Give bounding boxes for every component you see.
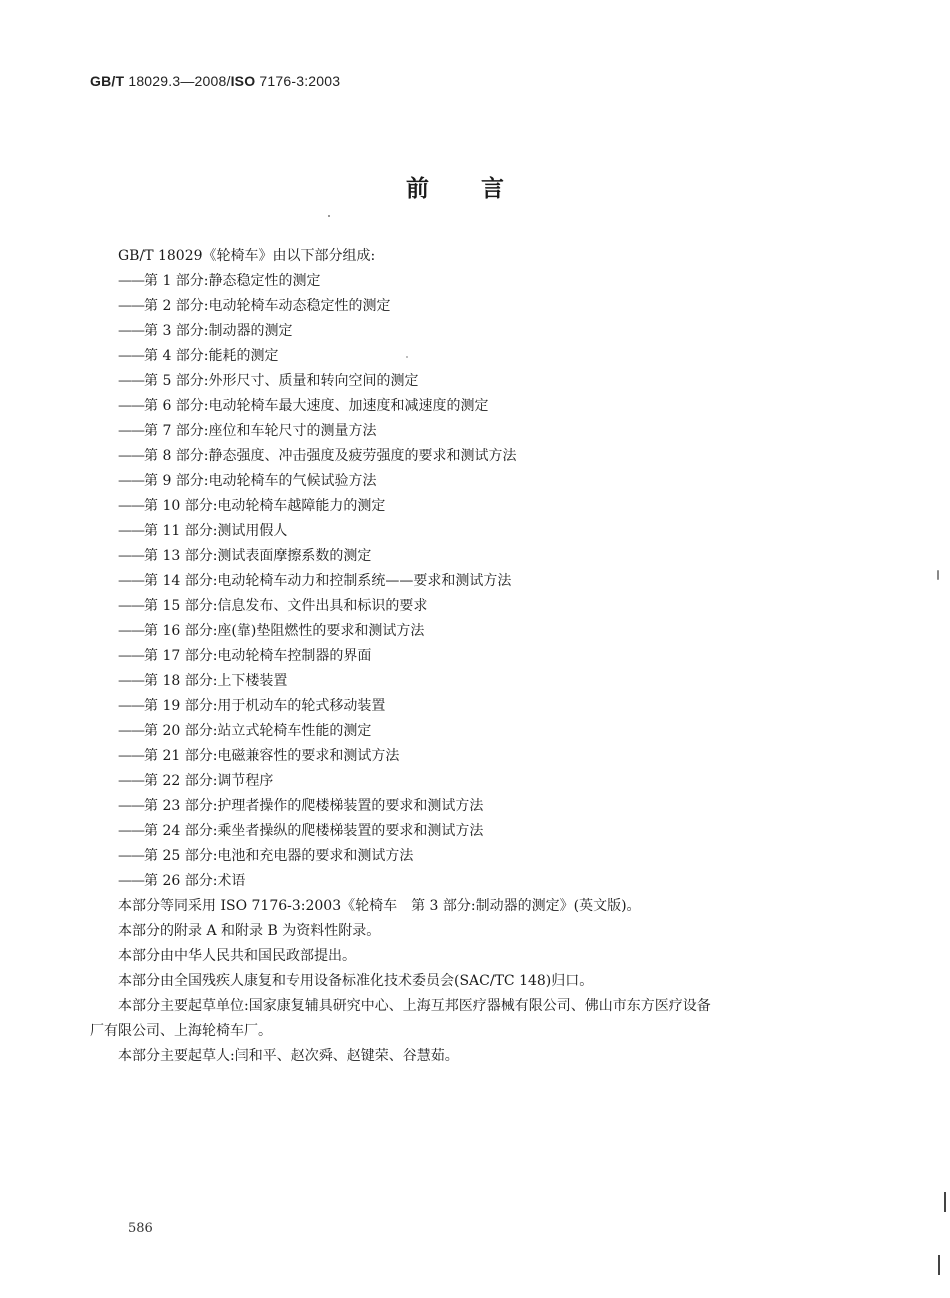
part-dash: —— [118, 273, 144, 289]
header-iso-prefix: ISO [230, 73, 256, 89]
part-item [90, 569, 835, 594]
part-dash: —— [118, 673, 144, 689]
part-item [90, 444, 835, 469]
part-label: 第 4 部分:能耗的测定 [144, 348, 279, 364]
part-dash: —— [118, 848, 144, 864]
scan-speck [328, 215, 330, 217]
part-label: 第 22 部分:调节程序 [144, 773, 274, 789]
part-label: 第 17 部分:电动轮椅车控制器的界面 [144, 648, 372, 664]
part-dash: —— [118, 498, 144, 514]
part-item [90, 619, 835, 644]
part-label: 第 2 部分:电动轮椅车动态稳定性的测定 [144, 298, 391, 314]
part-dash: —— [118, 573, 144, 589]
drafting-units-line-2: 厂有限公司、上海轮椅车厂。 [90, 1023, 272, 1039]
part-item [90, 819, 835, 844]
part-dash: —— [118, 448, 144, 464]
part-dash: —— [118, 648, 144, 664]
part-dash: —— [118, 798, 144, 814]
part-item [90, 594, 835, 619]
part-item [90, 869, 835, 894]
header-iso-number: 7176-3:2003 [255, 73, 341, 89]
intro-line: GB/T 18029《轮椅车》由以下部分组成: [118, 248, 376, 264]
part-dash: —— [118, 748, 144, 764]
foreword-body [90, 244, 835, 1069]
header-std-number: 18029.3—2008/ [124, 73, 231, 89]
part-item [90, 794, 835, 819]
part-item [90, 519, 835, 544]
standard-header [90, 73, 340, 89]
scan-speck [937, 570, 939, 580]
part-label: 第 1 部分:静态稳定性的测定 [144, 273, 321, 289]
part-label: 第 16 部分:座(靠)垫阻燃性的要求和测试方法 [144, 623, 425, 639]
centralized-paragraph: 本部分由全国残疾人康复和专用设备标准化技术委员会(SAC/TC 148)归口。 [118, 973, 594, 989]
part-item [90, 769, 835, 794]
part-item [90, 494, 835, 519]
part-label: 第 14 部分:电动轮椅车动力和控制系统——要求和测试方法 [144, 573, 512, 589]
part-label: 第 9 部分:电动轮椅车的气候试验方法 [144, 473, 377, 489]
part-label: 第 18 部分:上下楼装置 [144, 673, 288, 689]
adoption-paragraph: 本部分等同采用 ISO 7176-3:2003《轮椅车 第 3 部分:制动器的测定》(英文版)。 [118, 898, 641, 914]
part-dash: —— [118, 623, 144, 639]
part-label: 第 7 部分:座位和车轮尺寸的测量方法 [144, 423, 377, 439]
part-dash: —— [118, 373, 144, 389]
part-dash: —— [118, 773, 144, 789]
part-item [90, 294, 835, 319]
part-label: 第 24 部分:乘坐者操纵的爬楼梯装置的要求和测试方法 [144, 823, 484, 839]
part-dash: —— [118, 348, 144, 364]
part-item [90, 844, 835, 869]
part-dash: —— [118, 423, 144, 439]
part-label: 第 21 部分:电磁兼容性的要求和测试方法 [144, 748, 400, 764]
part-dash: —— [118, 873, 144, 889]
part-item [90, 694, 835, 719]
part-dash: —— [118, 598, 144, 614]
part-label: 第 5 部分:外形尺寸、质量和转向空间的测定 [144, 373, 419, 389]
scan-edge-mark [938, 1255, 940, 1275]
part-label: 第 25 部分:电池和充电器的要求和测试方法 [144, 848, 414, 864]
part-label: 第 13 部分:测试表面摩擦系数的测定 [144, 548, 372, 564]
part-item [90, 669, 835, 694]
part-item [90, 644, 835, 669]
part-item [90, 369, 835, 394]
part-dash: —— [118, 548, 144, 564]
part-item [90, 269, 835, 294]
part-dash: —— [118, 823, 144, 839]
part-item [90, 394, 835, 419]
part-label: 第 26 部分:术语 [144, 873, 246, 889]
part-label: 第 11 部分:测试用假人 [144, 523, 288, 539]
part-label: 第 6 部分:电动轮椅车最大速度、加速度和减速度的测定 [144, 398, 489, 414]
parts-list [90, 269, 835, 894]
part-dash: —— [118, 723, 144, 739]
page-title: 前言 [406, 176, 556, 202]
part-item [90, 719, 835, 744]
part-label: 第 23 部分:护理者操作的爬楼梯装置的要求和测试方法 [144, 798, 484, 814]
part-label: 第 8 部分:静态强度、冲击强度及疲劳强度的要求和测试方法 [144, 448, 517, 464]
part-item [90, 744, 835, 769]
part-item [90, 344, 835, 369]
part-label: 第 19 部分:用于机动车的轮式移动装置 [144, 698, 386, 714]
part-dash: —— [118, 398, 144, 414]
part-label: 第 15 部分:信息发布、文件出具和标识的要求 [144, 598, 428, 614]
annex-paragraph: 本部分的附录 A 和附录 B 为资料性附录。 [118, 923, 381, 939]
part-item [90, 419, 835, 444]
scan-edge-mark [944, 1192, 946, 1212]
part-label: 第 3 部分:制动器的测定 [144, 323, 293, 339]
proposer-paragraph: 本部分由中华人民共和国民政部提出。 [118, 948, 356, 964]
part-dash: —— [118, 698, 144, 714]
part-dash: —— [118, 473, 144, 489]
part-dash: —— [118, 298, 144, 314]
drafters-paragraph: 本部分主要起草人:闫和平、赵次舜、赵键荣、谷慧茹。 [118, 1048, 459, 1064]
part-label: 第 20 部分:站立式轮椅车性能的测定 [144, 723, 372, 739]
drafting-units-line-1: 本部分主要起草单位:国家康复辅具研究中心、上海互邦医疗器械有限公司、佛山市东方医疗设备 [118, 998, 711, 1014]
header-gb-prefix: GB/T [90, 73, 125, 89]
part-item [90, 319, 835, 344]
page-number: 586 [128, 1221, 153, 1236]
part-dash: —— [118, 323, 144, 339]
part-label: 第 10 部分:电动轮椅车越障能力的测定 [144, 498, 386, 514]
part-item [90, 544, 835, 569]
part-item [90, 469, 835, 494]
part-dash: —— [118, 523, 144, 539]
